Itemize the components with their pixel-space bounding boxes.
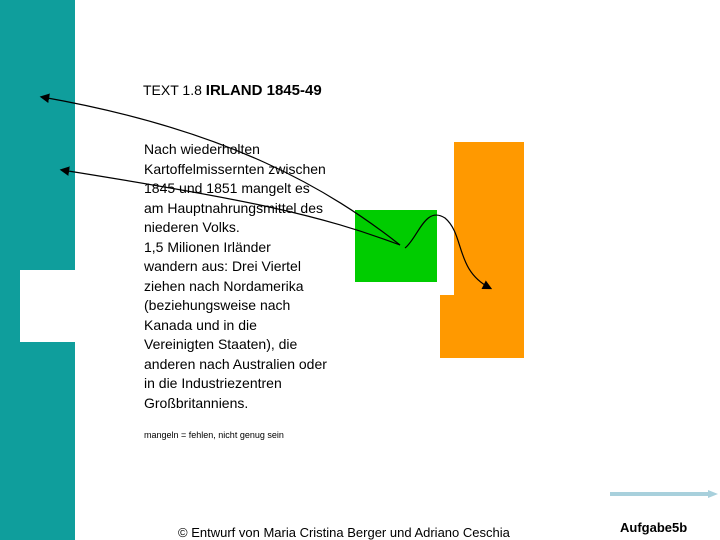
text-line: Nach wiederholten <box>144 141 260 157</box>
text-line: ziehen nach Nordamerika <box>144 277 304 294</box>
text-line: in die Industriezentren <box>144 375 282 391</box>
text-line: Kartoffelmissernten zwischen <box>144 160 326 177</box>
next-arrow-icon[interactable] <box>610 490 718 498</box>
text-line: 1845 und 1851 mangelt es <box>144 180 310 196</box>
footer-credit: © Entwurf von Maria Cristina Berger und Adriano Ceschia <box>178 525 510 540</box>
vocabulary-note: mangeln = fehlen, nicht genug sein <box>144 430 284 440</box>
arrow-to-upper-left <box>42 97 400 245</box>
title-prefix: TEXT 1.8 <box>143 82 206 98</box>
text-line: wandern aus: Drei Viertel <box>144 258 301 274</box>
text-line: niederen Volks. <box>144 219 240 235</box>
text-line: Großbritanniens. <box>144 394 249 411</box>
arrow-to-mid-left <box>62 170 400 245</box>
text-line: 1,5 Milionen Irländer <box>144 238 271 255</box>
text-line: am Hauptnahrungsmittel des <box>144 199 323 216</box>
text-line: (beziehungsweise nach <box>144 297 291 313</box>
text-line: Vereinigten Staaten), die <box>144 336 298 352</box>
arrow-to-orange <box>405 215 490 288</box>
text-line: Kanada und in die <box>144 316 257 333</box>
task-label: Aufgabe5b <box>620 520 688 535</box>
title-main: IRLAND 1845-49 <box>205 82 322 99</box>
text-line: anderen nach Australien oder <box>144 355 327 372</box>
